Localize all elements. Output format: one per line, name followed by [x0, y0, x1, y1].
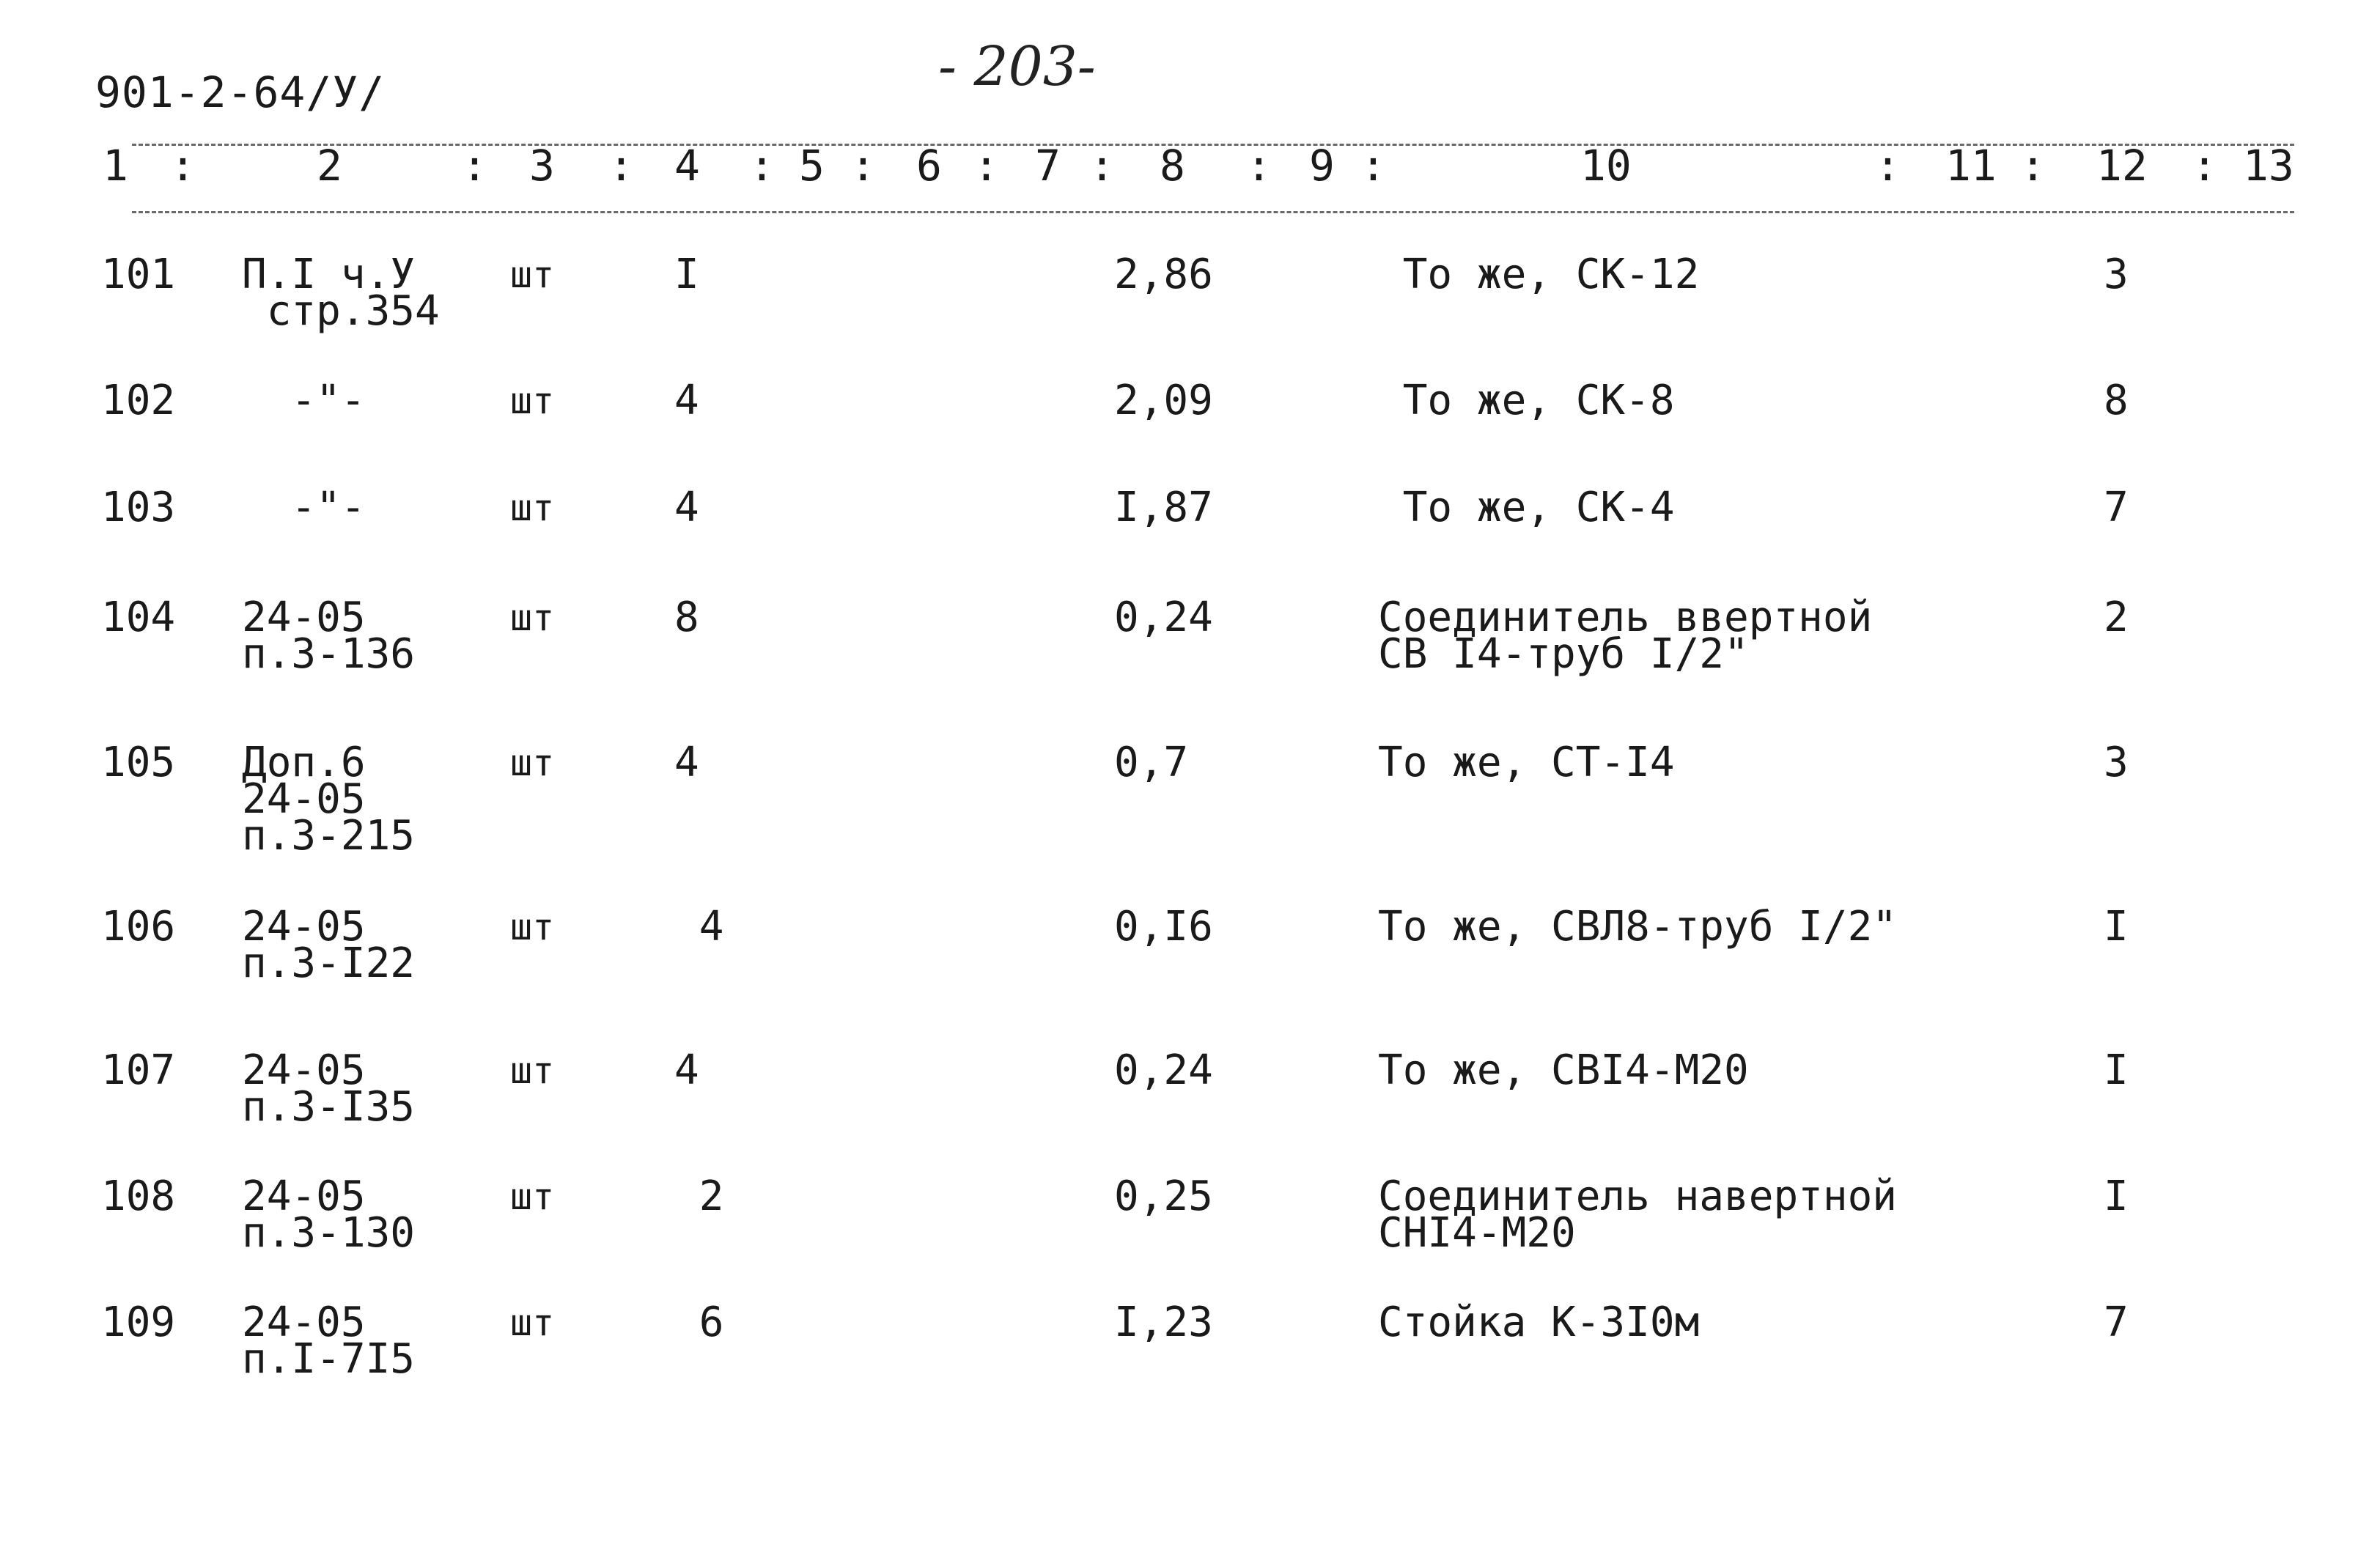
reference-cell: 24-05 п.I-7I5 [242, 1299, 416, 1383]
quantity-cell: 4 [674, 1046, 699, 1094]
unit-cell: шт [510, 254, 555, 296]
row-number: 106 [101, 903, 176, 950]
value-cell: 0,7 [1114, 739, 1189, 786]
description-cell: Стойка К-3I0м [1378, 1299, 1700, 1346]
row-number: 103 [101, 484, 176, 531]
column-header-11: 11 [1945, 141, 1997, 191]
row-number: 104 [101, 594, 176, 641]
unit-cell: шт [510, 380, 555, 422]
column-header-6: 6 [916, 141, 942, 191]
value-cell: 2,09 [1114, 377, 1213, 424]
column-separator: : [1360, 141, 1386, 191]
quantity-cell: 4 [674, 484, 699, 531]
column-header-4: 4 [674, 141, 700, 191]
row-number: 109 [101, 1299, 176, 1346]
column-separator: : [1089, 141, 1115, 191]
value-cell: 0,I6 [1114, 903, 1213, 950]
unit-cell: шт [510, 1302, 555, 1344]
reference-cell: 24-05 п.3-136 [242, 594, 416, 678]
value-cell: 0,25 [1114, 1173, 1213, 1220]
value-cell: I,87 [1114, 484, 1213, 531]
column-header-7: 7 [1035, 141, 1061, 191]
value-cell: 0,24 [1114, 1046, 1213, 1094]
column-12-cell: I [2104, 1173, 2129, 1220]
description-cell: То же, СВЛ8-труб I/2" [1378, 903, 1898, 950]
row-number: 101 [101, 251, 176, 298]
description-cell: То же, СК-12 [1378, 251, 1700, 298]
column-header-5: 5 [799, 141, 825, 191]
page-number: - 203- [938, 35, 1096, 98]
column-separator: : [462, 141, 487, 191]
unit-cell: шт [510, 1175, 555, 1218]
reference-cell: 24-05 п.3-I35 [242, 1046, 416, 1131]
row-number: 108 [101, 1173, 176, 1220]
column-12-cell: 7 [2104, 484, 2129, 531]
quantity-cell: 4 [674, 903, 724, 950]
unit-cell: шт [510, 742, 555, 784]
row-number: 102 [101, 377, 176, 424]
quantity-cell: 2 [674, 1173, 724, 1220]
column-header-8: 8 [1160, 141, 1185, 191]
reference-cell: 24-05 п.3-I22 [242, 903, 416, 987]
column-separator: : [1875, 141, 1901, 191]
quantity-cell: 6 [674, 1299, 724, 1346]
column-header-2: 2 [317, 141, 342, 191]
reference-cell: П.I ч.У стр.354 [242, 251, 440, 335]
column-header-12: 12 [2096, 141, 2148, 191]
unit-cell: шт [510, 597, 555, 639]
column-12-cell: 3 [2104, 739, 2129, 786]
quantity-cell: 8 [674, 594, 699, 641]
header-bottom-rule [132, 211, 2294, 213]
column-separator: : [170, 141, 196, 191]
description-cell: То же, СК-4 [1378, 484, 1675, 531]
column-separator: : [2192, 141, 2217, 191]
quantity-cell: I [674, 251, 699, 298]
column-header-9: 9 [1309, 141, 1335, 191]
unit-cell: шт [510, 906, 555, 948]
column-12-cell: 2 [2104, 594, 2129, 641]
column-12-cell: I [2104, 903, 2129, 950]
column-separator: : [749, 141, 775, 191]
column-12-cell: 7 [2104, 1299, 2129, 1346]
unit-cell: шт [510, 1049, 555, 1092]
column-12-cell: I [2104, 1046, 2129, 1094]
quantity-cell: 4 [674, 377, 699, 424]
column-12-cell: 3 [2104, 251, 2129, 298]
reference-cell: -"- [242, 484, 366, 531]
column-separator: : [850, 141, 876, 191]
row-number: 105 [101, 739, 176, 786]
reference-cell: Доп.6 24-05 п.3-215 [242, 739, 416, 860]
column-separator: : [973, 141, 999, 191]
description-cell: Соединитель навертной СНI4-М20 [1378, 1173, 1898, 1257]
description-cell: То же, СВI4-М20 [1378, 1046, 1749, 1094]
reference-cell: -"- [242, 377, 366, 424]
document-code: 901-2-64/У/ [95, 67, 386, 117]
column-separator: : [2020, 141, 2046, 191]
column-separator: : [608, 141, 634, 191]
row-number: 107 [101, 1046, 176, 1094]
quantity-cell: 4 [674, 739, 699, 786]
value-cell: 0,24 [1114, 594, 1213, 641]
column-header-10: 10 [1580, 141, 1632, 191]
column-header-3: 3 [529, 141, 555, 191]
reference-cell: 24-05 п.3-130 [242, 1173, 416, 1257]
column-header-1: 1 [103, 141, 128, 191]
column-separator: : [1246, 141, 1272, 191]
description-cell: То же, СТ-I4 [1378, 739, 1675, 786]
unit-cell: шт [510, 487, 555, 529]
description-cell: Соединитель ввертной СВ I4-труб I/2" [1378, 594, 1873, 678]
description-cell: То же, СК-8 [1378, 377, 1675, 424]
value-cell: I,23 [1114, 1299, 1213, 1346]
column-12-cell: 8 [2104, 377, 2129, 424]
value-cell: 2,86 [1114, 251, 1213, 298]
column-header-13: 13 [2243, 141, 2294, 191]
